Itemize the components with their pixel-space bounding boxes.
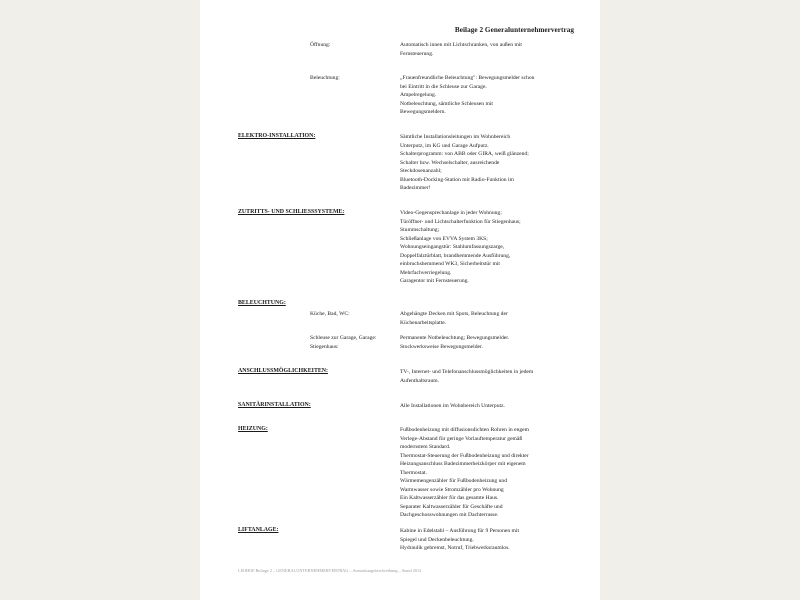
- desc-heizung: Fußbodenheizung mit diffusionsdichten Rohren in engem Verlege-Abstand für geringe Vorlauftemperatur gemäß modernstem Standard. Thermostat-Steuerung der Fußbodenheizung und direkter Heizungsanschluss Badezimmerheizkörper mit eigenem Thermostat. Wärmemengenzähler für Fußbodenheizung und Warmwasser sowie Stromzähler pro Wohnung Ein Kaltwasserzähler für das gesamte Haus. Separater Kaltwasserzähler für Geschäfte und Dachgeschosswohnungen mit Dachterrasse.: [400, 427, 530, 518]
- heading-anschlussmoeglichkeiten: ANSCHLUSSMÖGLICHKEITEN:: [238, 368, 329, 374]
- item-desc-kueche-bad-wc: Abgehängte Decken mit Spots, Beleuchtung der Küchenarbeitsplatte.: [400, 311, 508, 326]
- item-desc-beleuchtung: „Frauenfreundliche Beleuchtung": Bewegungsmelder schon bei Eintritt in die Schleuse zur Garage. Ampelregelung. Notbeleuchtung, sämtliche Schleusen mit Bewegungsmeldern.: [400, 75, 535, 115]
- page-footer: LISIHOF Beilage 2 – GENERALUNTERNEHMERVERTRAG – Ausstattungsbeschreibung – Stand 2012: [238, 568, 422, 573]
- desc-liftanlage: Kabine in Edelstahl – Ausführung für 9 Personen mit Spiegel und Deckenbeleuchtung. Hydraulik gebremst, Notruf, Triebwerksraumlos.: [400, 528, 520, 551]
- desc-sanitaerinstallation: Alle Installationen im Wohnbereich Unterputz.: [400, 403, 505, 409]
- item-desc-schleuse-stiegenhaus: Permanente Notbeleuchtung; Bewegungsmelder. Stockwerksweise Bewegungsmelder.: [400, 335, 510, 350]
- item-label-oeffnung: Öffnung:: [310, 42, 331, 48]
- heading-liftanlage: LIFTANLAGE:: [238, 527, 279, 533]
- heading-beleuchtung: BELEUCHTUNG:: [238, 300, 286, 306]
- heading-zutritts-schliesssysteme: ZUTRITTS- UND SCHLIESSSYSTEME:: [238, 209, 345, 215]
- page-header-title: Beilage 2 Generalunternehmervertrag: [454, 26, 574, 34]
- heading-elektro-installation: ELEKTRO-INSTALLATION:: [238, 133, 316, 139]
- heading-sanitaerinstallation: SANITÄRINSTALLATION:: [238, 402, 311, 408]
- item-label-beleuchtung: Beleuchtung:: [310, 75, 340, 81]
- heading-heizung: HEIZUNG:: [238, 426, 268, 432]
- desc-anschlussmoeglichkeiten: TV-, Internet- und Telefonanschlussmöglichkeiten in jedem Aufenthaltsraum.: [400, 369, 534, 384]
- item-desc-oeffnung: Automatisch innen mit Lichtschranken, von außen mit Fernsteuerung.: [400, 42, 522, 57]
- desc-zutritts-schliesssysteme: Video-Gegensprechanlage in jeder Wohnung; Türöffner- und Lichtschalterfunktion für Stiegenhaus; Stummschaltung; Schließanlage von EVVA System 3KS; Wohnungseingangstür: Stahlumfassungszarge, Doppelfalztürblatt, brandhemmende Ausführung, einbruchshemmend WK3, Sicherheitstür mit Mehrfachverriegelung. Garagentor mit Fernsteuerung.: [400, 210, 521, 284]
- document-page: [200, 0, 600, 600]
- item-label-schleuse-stiegenhaus: Schleuse zur Garage, Garage: Stiegenhaus:: [310, 335, 377, 350]
- item-label-kueche-bad-wc: Küche, Bad, WC:: [310, 311, 350, 317]
- desc-elektro-installation: Sämtliche Installationsleitungen im Wohnbereich Unterputz, im KG und Garage Aufputz. Schalterprogramm: von ABB oder GIRA, weiß glänzend; Schalter bzw. Wechselschalter, ausreichende Steckdosenanzahl; Bluetooth-Docking-Station mit Radio-Funktion im Badezimmer!: [400, 134, 529, 191]
